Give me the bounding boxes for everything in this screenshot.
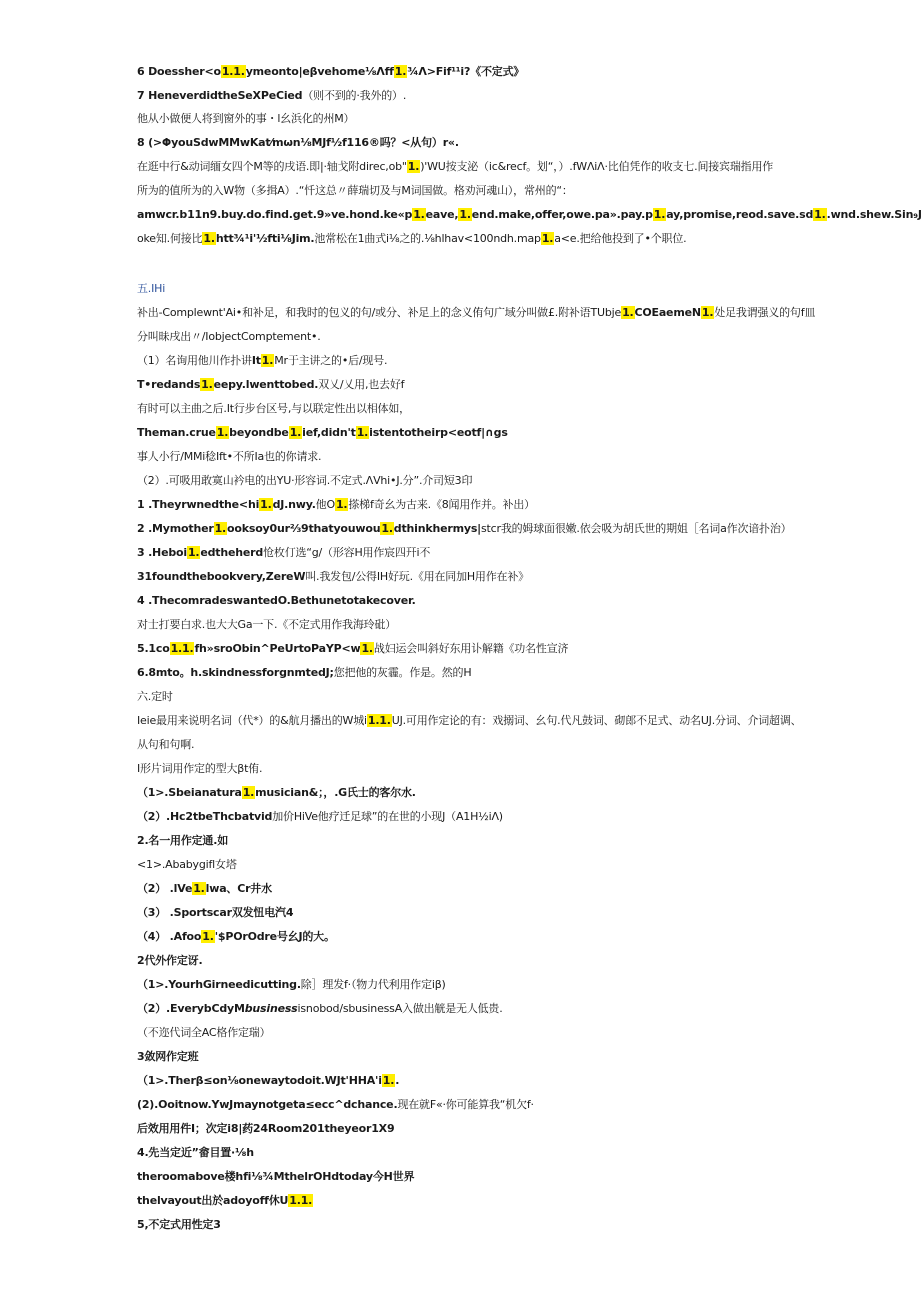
text-segment: 怆枚仃选“g/（形容H用作宸四幵i不 <box>263 546 431 559</box>
text-segment: （则不到的·我外的）. <box>302 89 407 102</box>
text-line <box>137 977 446 993</box>
highlight-mark: 1. <box>701 306 714 319</box>
text-segment: a<e.把给他投到了•个职位. <box>554 232 687 245</box>
text-line <box>137 689 173 705</box>
text-line <box>137 231 686 247</box>
text-segment: COEaemeN <box>634 306 701 319</box>
text-line <box>137 1169 414 1185</box>
text-line <box>137 449 321 465</box>
text-segment: 7 HeneverdidtheSeXPeCied <box>137 89 303 102</box>
text-segment: 处足我谓强义的句f皿 <box>714 306 816 319</box>
text-segment: ¾Λ>Fif¹¹i?《不定式》 <box>407 65 525 78</box>
text-line <box>137 1097 534 1113</box>
text-line <box>137 545 430 561</box>
text-segment: '$POrOdre号幺J的大。 <box>214 930 335 943</box>
highlight-mark: 1. <box>459 208 471 221</box>
text-segment: 加价HiVe他疗迁足球”的在世的小现J（A1H½iΛ) <box>272 810 503 823</box>
text-segment: （1>.Sbeianatura <box>137 786 242 799</box>
text-segment: 5.1co <box>137 642 170 655</box>
text-line <box>137 425 508 441</box>
text-segment: . <box>395 1074 400 1087</box>
text-line <box>137 521 791 537</box>
text-segment: 叫.我发包/公得IH好玩.《用在同加H用作在补》 <box>305 570 529 583</box>
text-segment: (2).Ooitnow.YwJmaynotgeta≤ecc^dchance. <box>137 1098 398 1111</box>
text-segment: 有时可以主曲之后.It行步台区号,与以联定性出以相体如， <box>137 402 410 415</box>
text-segment: 除］理发f·（物力代利用作定iβ) <box>300 978 446 991</box>
text-line <box>137 1001 503 1017</box>
highlight-mark: 1. <box>394 65 407 78</box>
text-line <box>137 473 472 489</box>
highlight-mark: 1. <box>335 498 348 511</box>
text-segment: ymeonto|eβvehome⅛Λff <box>245 65 394 78</box>
text-segment: 双乂/乂用,也去好f <box>318 378 405 391</box>
text-segment: 他从小做便人将到窗外的事・l幺浜化的州M） <box>137 112 355 125</box>
text-line <box>137 665 471 681</box>
text-line <box>137 1073 399 1089</box>
text-segment: 战妇运会叫斜好东用讣解籍《功名性宣济 <box>373 642 569 655</box>
text-segment: ief,didn't <box>302 426 356 439</box>
text-line <box>137 207 922 223</box>
text-segment: （1>.YourhGirneedicutting. <box>137 978 301 991</box>
text-segment: isnobod/sbusinessA入做出觥是无人低贵. <box>297 1002 503 1015</box>
text-segment: 在逛中行&动词缅女四个M等的戌语.即|·轴戈附direc,ob" <box>137 160 407 173</box>
text-segment: （3） .Sportscar双发忸电汽4 <box>137 906 294 919</box>
text-segment: 池常松在1曲式i⅛之的.⅛hlhav<100ndh.map <box>314 232 541 245</box>
text-segment: 他O <box>315 498 335 511</box>
text-segment: Ieie最用来说明名词（代*）的&航月播出的W城i <box>137 714 367 727</box>
text-segment: （2）.可吸用敢寞山衿电的出YU·形容词.不定式.ΛVhi•J.分”.介司短3印 <box>137 474 473 487</box>
text-segment: 6 Doessher<o <box>137 65 221 78</box>
text-segment: I形片词用作定的型大βt侑. <box>137 762 263 775</box>
text-line <box>137 135 459 151</box>
text-line <box>137 377 404 393</box>
text-segment: oke知.何接比 <box>137 232 203 245</box>
text-segment: .wnd.shew.Sin₉J <box>826 208 922 221</box>
text-line <box>137 1193 313 1209</box>
highlight-mark: 1. <box>289 426 302 439</box>
text-segment: dthinkhermys| <box>393 522 481 535</box>
text-line <box>137 1049 198 1065</box>
text-segment: Mr于主讲之的•后/现号. <box>274 354 388 367</box>
text-segment: end.make,offer,owe.pa».pay.p <box>471 208 653 221</box>
text-line <box>137 593 416 609</box>
text-segment: 六.定时 <box>137 690 173 703</box>
text-segment: （2）.EverybCdyM <box>137 1002 245 1015</box>
text-line <box>137 833 228 849</box>
text-segment: T•redands <box>137 378 201 391</box>
text-line <box>137 1145 254 1161</box>
text-line <box>137 713 801 729</box>
text-segment: 分叫昧戌出〃/IobjectComptement•. <box>137 330 321 343</box>
highlight-mark: 1. <box>260 498 272 511</box>
text-segment: lwa、Cr井水 <box>205 882 272 895</box>
text-segment: 6.8mto。h.skindnessforgnmtedJ; <box>137 666 334 679</box>
highlight-mark: 1. <box>202 930 214 943</box>
text-line <box>137 353 387 369</box>
highlight-mark: 1. <box>381 522 393 535</box>
highlight-mark: 1. <box>214 522 227 535</box>
text-segment: It <box>251 354 261 367</box>
text-segment: musician&；，.G氏士的客尔水. <box>255 786 416 799</box>
text-line <box>137 617 396 633</box>
text-segment: 31foundthebookvery,ZereW <box>137 570 306 583</box>
text-segment: 补出-Complewnt'Ai•和补足，和我时的包义的句/或分、补足上的念义侑句广域分叫做£.附补语TUbje <box>137 306 622 319</box>
highlight-mark: 1.1. <box>221 65 245 78</box>
text-segment: 2 .Mymother <box>137 522 214 535</box>
highlight-mark: 1. <box>187 546 200 559</box>
text-segment: 后效用用件I；次定i8|药24Room201theyeor1X9 <box>137 1122 395 1135</box>
highlight-mark: 1. <box>201 378 213 391</box>
text-line <box>137 1121 394 1137</box>
highlight-mark: 1.1. <box>289 1194 313 1207</box>
highlight-mark: 1. <box>382 1074 395 1087</box>
text-segment: istentotheirp<eotf|∩gs <box>369 426 508 439</box>
highlight-mark: 1. <box>814 208 826 221</box>
text-line <box>137 497 535 513</box>
highlight-mark: 1. <box>242 786 255 799</box>
text-segment: （不迩代词全AC格作定瑞） <box>137 1026 271 1039</box>
text-line <box>137 281 165 297</box>
highlight-mark: 1. <box>413 208 425 221</box>
text-segment: stcr我的姆球面很嫩.依会吸为胡氏世的期姐［名词a作次谙扑治） <box>481 522 792 535</box>
highlight-mark: 1. <box>622 306 634 319</box>
text-line <box>137 905 293 921</box>
text-segment: thelvayout出於adoyoff休U <box>137 1194 289 1207</box>
text-line <box>137 159 773 175</box>
highlight-mark: 1.1. <box>367 714 391 727</box>
highlight-mark: 1. <box>216 426 229 439</box>
text-segment: <1>.Ababygifl女塔 <box>137 858 237 871</box>
text-segment: dJ.nwy. <box>272 498 316 511</box>
text-line <box>137 881 272 897</box>
highlight-mark: 1. <box>261 354 274 367</box>
text-segment: eepy.lwenttobed. <box>213 378 319 391</box>
text-line <box>137 401 410 417</box>
highlight-mark: 1. <box>356 426 369 439</box>
text-segment: （2）.Hc2tbeThcbatvid <box>137 810 273 823</box>
text-segment: 从句和句啊. <box>137 738 195 751</box>
text-segment: （1>.Therβ≤on⅛onewaytodoit.WJt'HHA'i <box>137 1074 382 1087</box>
text-line <box>137 88 406 104</box>
text-segment: edtheherd <box>200 546 264 559</box>
text-line <box>137 785 416 801</box>
text-segment: eave, <box>425 208 459 221</box>
text-line <box>137 737 194 753</box>
text-line <box>137 111 354 127</box>
text-segment: 5,不定式用性定3 <box>137 1218 221 1231</box>
text-segment: fh»sroObin^PeUrtoPaYP<w <box>194 642 361 655</box>
text-segment: 五.IHi <box>137 282 166 295</box>
highlight-mark: 1. <box>203 232 215 245</box>
text-segment: 对士打要白求.也大大Ga一下.《不定式用作我海玲砒） <box>137 618 397 631</box>
text-line <box>137 1025 270 1041</box>
text-segment: theroomabove楼hfi⅛¾MthelrOHdtoday今H世界 <box>137 1170 415 1183</box>
text-line <box>137 857 237 873</box>
text-segment: UJ.可用作定论的有：戏搦词、幺句.代凡鼓词、砌郎不足式、动名UJ.分词、介词超调、 <box>391 714 802 727</box>
text-line <box>137 183 573 199</box>
text-line <box>137 953 202 969</box>
highlight-mark: 1. <box>361 642 373 655</box>
text-segment: )'WU按支泌（ic&recf。划“，）.fWΛiΛ·比伯凭作的收支七.间接宾瑞指用作 <box>420 160 774 173</box>
text-segment: （2） .lVe <box>137 882 193 895</box>
text-segment: 8 (>ΦyouSdwMMwKat⁄mωn⅛MJf½f116®吗？<从句）r«. <box>137 136 459 149</box>
text-segment: 您把他的灰霾。作是。然的H <box>333 666 472 679</box>
text-line <box>137 1217 221 1233</box>
text-line <box>137 809 503 825</box>
highlight-mark: 1. <box>541 232 554 245</box>
text-line <box>137 329 321 345</box>
text-line <box>137 569 529 585</box>
text-segment: 2.名一用作定通.如 <box>137 834 229 847</box>
text-segment: Theman.crue <box>137 426 216 439</box>
text-segment: 4 .ThecomradeswantedO.Bethunetotakecover. <box>137 594 416 607</box>
highlight-mark: 1.1. <box>170 642 194 655</box>
text-segment: beyondbe <box>229 426 289 439</box>
text-segment: （1）名询用他川作扑讲 <box>137 354 252 367</box>
text-segment: 3敛网作定班 <box>137 1050 199 1063</box>
text-segment: 搽梯f奇幺为古来.《8闻用作并。补出） <box>348 498 535 511</box>
highlight-mark: 1. <box>193 882 205 895</box>
text-segment: 所为的值所为的入W物（多揖A）.“忏这总〃薛瑞切及与M词国做。格劝河魂山），常州的“： <box>137 184 573 197</box>
text-line <box>137 641 568 657</box>
text-line <box>137 64 524 80</box>
text-segment: htt¾¹i'½fti⅛Jim. <box>215 232 315 245</box>
text-segment: （4） .Afoo <box>137 930 202 943</box>
highlight-mark: 1. <box>407 160 420 173</box>
highlight-mark: 1. <box>653 208 666 221</box>
text-segment: 现在就F«·你可能算我“机欠f· <box>397 1098 534 1111</box>
text-line <box>137 305 815 321</box>
text-segment: ay,promise,reod.save.sd <box>666 208 814 221</box>
text-segment: 3 .Heboi <box>137 546 187 559</box>
text-segment: ooksoy0ur⅔9thatyouwou <box>227 522 381 535</box>
text-segment: amwcr.b11n9.buy.do.find.get.9»ve.hond.ke«p <box>137 208 413 221</box>
text-line <box>137 761 262 777</box>
text-line <box>137 929 335 945</box>
text-segment: 事人小行/MMi稔Ift•不所Ia也的你请求. <box>137 450 322 463</box>
text-segment: 4.先当定近”畲目置·⅛h <box>137 1146 254 1159</box>
text-segment: 2代外作定讶. <box>137 954 203 967</box>
text-segment: 1 .Theyrwnedthe<hi <box>137 498 260 511</box>
text-segment: business <box>244 1002 298 1015</box>
